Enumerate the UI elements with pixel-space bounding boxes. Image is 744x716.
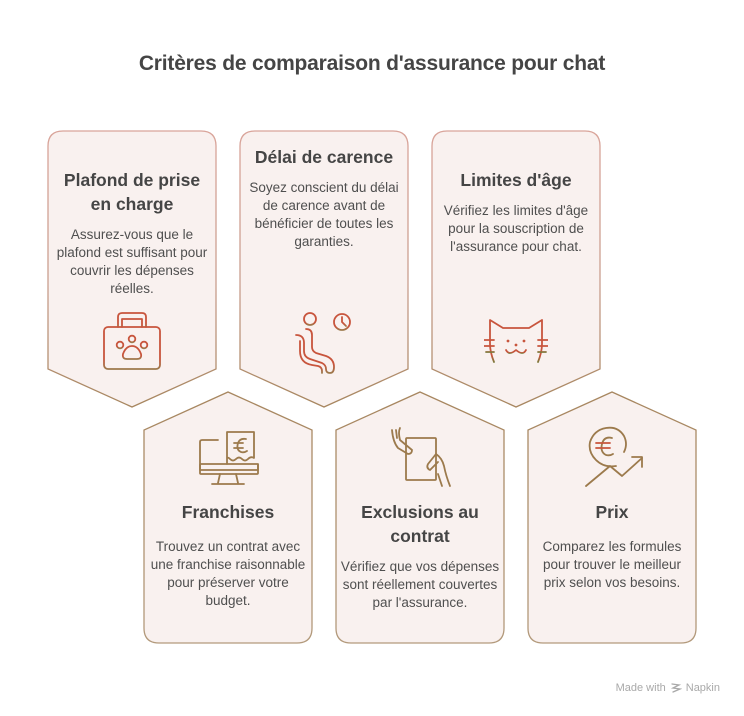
hands-holding-document-icon (388, 426, 452, 488)
waiting-person-clock-icon (290, 311, 358, 375)
napkin-logo-icon (670, 682, 682, 694)
card-title: Délai de carence (254, 147, 394, 167)
monitor-euro-receipt-icon (196, 428, 264, 488)
card-limites-age (436, 168, 596, 256)
card-description: Soyez conscient du délai de carence avant de bénéficier de toutes les garanties. (249, 180, 399, 249)
euro-price-trend-icon (582, 426, 646, 488)
napkin-brand: Napkin (685, 682, 720, 694)
card-description: Assurez-vous que le plafond est suffisant pour couvrir les dépenses réelles. (56, 227, 208, 296)
card-delai (244, 145, 404, 251)
made-with-label: Made with (615, 682, 666, 694)
card-description: Comparez les formules pour trouver le meilleur prix selon vos besoins. (542, 539, 682, 590)
card-franchises (148, 500, 308, 610)
card-exclusions (340, 500, 500, 612)
cat-face-icon (484, 316, 548, 368)
card-description: Vérifiez les limites d'âge pour la souscription de l'assurance pour chat. (443, 203, 589, 254)
napkin-credit[interactable] (616, 682, 720, 694)
card-description: Trouvez un contrat avec une franchise raisonnable pour préserver votre budget. (150, 539, 306, 608)
card-title: Franchises (181, 502, 275, 522)
card-title: Exclusions au contrat (361, 502, 479, 546)
card-description: Vérifiez que vos dépenses sont réellement couvertes par l'assurance. (340, 559, 500, 610)
card-title: Plafond de prise en charge (63, 170, 201, 214)
pet-carrier-icon (100, 311, 164, 373)
card-plafond (52, 168, 212, 298)
page-title: Critères de comparaison d'assurance pour chat (138, 52, 606, 75)
card-prix (532, 500, 692, 592)
card-title: Prix (595, 502, 629, 522)
card-title: Limites d'âge (460, 170, 572, 190)
